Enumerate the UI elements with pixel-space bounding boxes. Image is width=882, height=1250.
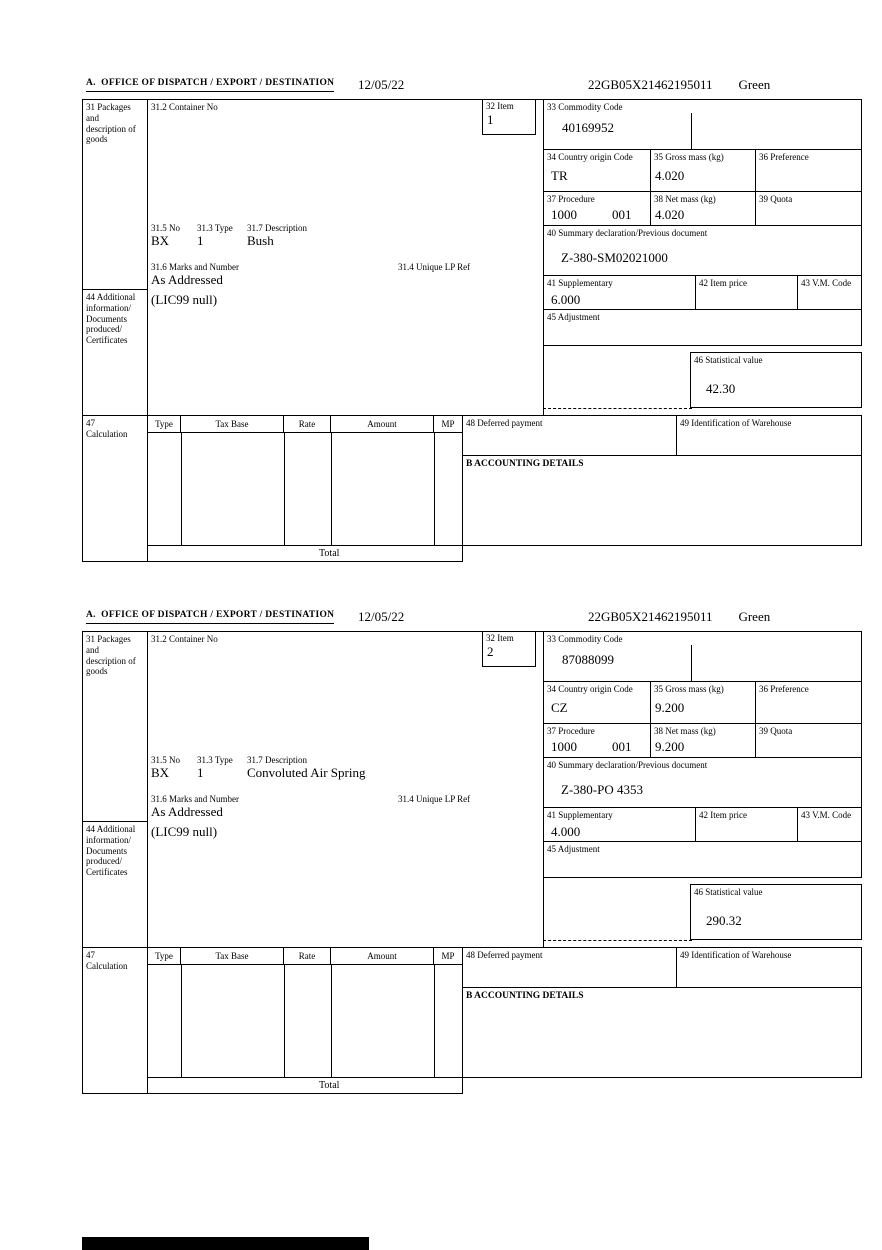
commodity-code-value: 40169952 xyxy=(562,120,614,135)
box-39-quota xyxy=(755,723,862,758)
box31-2-label: 31.2 Container No xyxy=(151,634,218,644)
box-44-additional-information xyxy=(82,289,148,416)
accounting-details-label: B ACCOUNTING DETAILS xyxy=(466,459,584,469)
item-block-1 xyxy=(82,99,863,562)
box45-label: 45 Adjustment xyxy=(547,844,600,854)
box45-label: 45 Adjustment xyxy=(547,312,600,322)
calculation-table-body xyxy=(147,964,463,1078)
box31-3-label: 31.3 Type xyxy=(197,755,233,765)
box31-7-label: 31.7 Description xyxy=(247,223,307,233)
box-37-procedure xyxy=(543,723,651,758)
table-divider xyxy=(434,433,435,545)
box31-5-label: 31.5 No xyxy=(151,223,180,233)
box32-label: 32 Item xyxy=(486,101,514,111)
marks-value: As Addressed xyxy=(151,804,223,819)
box43-label: 43 V.M. Code xyxy=(801,810,852,820)
box42-label: 42 Item price xyxy=(699,278,747,288)
package-no-value: BX xyxy=(151,233,170,248)
goods-description-area xyxy=(147,99,544,416)
box35-label: 35 Gross mass (kg) xyxy=(654,684,724,694)
office-of-dispatch-header: A. OFFICE OF DISPATCH / EXPORT / DESTINATION xyxy=(86,610,334,624)
table-divider xyxy=(181,433,182,545)
box33-label: 33 Commodity Code xyxy=(547,102,623,112)
goods-description-area xyxy=(147,631,544,948)
box31-6-label: 31.6 Marks and Number xyxy=(151,794,239,804)
box-42-item-price xyxy=(695,275,798,310)
box48-label: 48 Deferred payment xyxy=(466,950,543,960)
box-35-gross-mass xyxy=(650,149,756,192)
box48-label: 48 Deferred payment xyxy=(466,418,543,428)
box-46-statistical-value xyxy=(690,352,862,408)
col-header-tax-base: Tax Base xyxy=(180,947,284,965)
marks-value: As Addressed xyxy=(151,272,223,287)
accounting-details-label: B ACCOUNTING DETAILS xyxy=(466,991,584,1001)
box37-label: 37 Procedure xyxy=(547,194,595,204)
calculation-total-row xyxy=(147,1077,463,1094)
box-32-item xyxy=(482,631,536,667)
col-header-type: Type xyxy=(147,947,181,965)
supplementary-value: 6.000 xyxy=(551,292,581,307)
box-38-net-mass xyxy=(650,191,756,226)
declaration-date: 12/05/22 xyxy=(358,609,405,624)
box32-label: 32 Item xyxy=(486,633,514,643)
package-type-value: 1 xyxy=(197,233,204,248)
box38-label: 38 Net mass (kg) xyxy=(654,726,716,736)
box-31-packages xyxy=(82,631,148,822)
box31-2-label: 31.2 Container No xyxy=(151,102,218,112)
office-of-dispatch-header: A. OFFICE OF DISPATCH / EXPORT / DESTINATION xyxy=(86,78,334,92)
col-header-mp: MP xyxy=(433,947,463,965)
statistical-value-dashed-area xyxy=(543,877,692,941)
gross-mass-value: 4.020 xyxy=(655,168,685,183)
box31-label: 31 Packages and description of goods xyxy=(86,634,136,677)
calculation-total-row xyxy=(147,545,463,562)
box-36-preference xyxy=(755,149,862,192)
item-number-value: 1 xyxy=(487,112,494,127)
box-49-identification-warehouse xyxy=(676,947,862,988)
box42-label: 42 Item price xyxy=(699,810,747,820)
box-b-accounting-details xyxy=(462,455,862,546)
box-49-identification-warehouse xyxy=(676,415,862,456)
box49-label: 49 Identification of Warehouse xyxy=(680,950,792,960)
goods-description-value: Bush xyxy=(247,233,274,248)
declaration-reference xyxy=(588,609,770,625)
procedure-2-value: 001 xyxy=(612,739,632,754)
box49-label: 49 Identification of Warehouse xyxy=(680,418,792,428)
statistical-value-dashed-area xyxy=(543,345,692,409)
box31-3-label: 31.3 Type xyxy=(197,223,233,233)
box-33-commodity-code xyxy=(543,631,862,682)
declaration-reference xyxy=(588,77,770,93)
box41-label: 41 Supplementary xyxy=(547,278,613,288)
box-b-accounting-details xyxy=(462,987,862,1078)
box33-label: 33 Commodity Code xyxy=(547,634,623,644)
statistical-value: 290.32 xyxy=(706,913,742,928)
box-31-packages xyxy=(82,99,148,290)
procedure-value: 1000 xyxy=(551,739,577,754)
calculation-table-body xyxy=(147,432,463,546)
box-45-adjustment xyxy=(543,841,862,878)
table-divider xyxy=(331,965,332,1077)
box40-label: 40 Summary declaration/Previous document xyxy=(547,760,708,770)
table-divider xyxy=(434,965,435,1077)
box43-label: 43 V.M. Code xyxy=(801,278,852,288)
box35-label: 35 Gross mass (kg) xyxy=(654,152,724,162)
box31-label: 31 Packages and description of goods xyxy=(86,102,136,145)
box37-label: 37 Procedure xyxy=(547,726,595,736)
table-divider xyxy=(181,965,182,1077)
box-43-vm-code xyxy=(797,807,862,842)
box-34-country-origin xyxy=(543,681,651,724)
summary-declaration-value: Z-380-PO 4353 xyxy=(561,782,643,797)
country-origin-value: TR xyxy=(551,168,568,183)
box44-label: 44 Additional information/ Documents produced/ Certificates xyxy=(86,824,136,878)
total-label: Total xyxy=(319,548,340,559)
box-36-preference xyxy=(755,681,862,724)
commodity-code-divider xyxy=(691,645,692,682)
reference-number: 22GB05X21462195011 xyxy=(588,77,713,92)
box31-6-label: 31.6 Marks and Number xyxy=(151,262,239,272)
box-41-supplementary xyxy=(543,275,696,310)
box-41-supplementary xyxy=(543,807,696,842)
box31-5-label: 31.5 No xyxy=(151,755,180,765)
item-number-value: 2 xyxy=(487,644,494,659)
box-48-deferred-payment xyxy=(462,947,677,988)
col-header-type: Type xyxy=(147,415,181,433)
box-47-calculation xyxy=(82,947,148,1094)
package-no-value: BX xyxy=(151,765,170,780)
box-42-item-price xyxy=(695,807,798,842)
col-header-amount: Amount xyxy=(330,415,434,433)
box-44-additional-information xyxy=(82,821,148,948)
box41-label: 41 Supplementary xyxy=(547,810,613,820)
commodity-code-divider xyxy=(691,113,692,150)
supplementary-value: 4.000 xyxy=(551,824,581,839)
routing-status: Green xyxy=(738,77,771,92)
box-43-vm-code xyxy=(797,275,862,310)
box-48-deferred-payment xyxy=(462,415,677,456)
box-34-country-origin xyxy=(543,149,651,192)
routing-status: Green xyxy=(738,609,771,624)
box-40-summary-declaration xyxy=(543,757,862,808)
col-header-amount: Amount xyxy=(330,947,434,965)
box-40-summary-declaration xyxy=(543,225,862,276)
box47-label: 47 Calculation xyxy=(86,418,128,439)
box31-4-label: 31.4 Unique LP Ref xyxy=(398,794,471,804)
package-type-value: 1 xyxy=(197,765,204,780)
box-32-item xyxy=(482,99,536,135)
box-45-adjustment xyxy=(543,309,862,346)
box34-label: 34 Country origin Code xyxy=(547,684,633,694)
box-46-statistical-value xyxy=(690,884,862,940)
additional-info-value: (LIC99 null) xyxy=(151,824,218,839)
net-mass-value: 4.020 xyxy=(655,207,685,222)
box-38-net-mass xyxy=(650,723,756,758)
summary-declaration-value: Z-380-SM02021000 xyxy=(561,250,668,265)
table-divider xyxy=(331,433,332,545)
box-47-calculation xyxy=(82,415,148,562)
procedure-2-value: 001 xyxy=(612,207,632,222)
box-37-procedure xyxy=(543,191,651,226)
col-header-tax-base: Tax Base xyxy=(180,415,284,433)
box36-label: 36 Preference xyxy=(759,684,809,694)
box31-4-label: 31.4 Unique LP Ref xyxy=(398,262,471,272)
col-header-mp: MP xyxy=(433,415,463,433)
col-header-rate: Rate xyxy=(283,947,331,965)
box44-label: 44 Additional information/ Documents produced/ Certificates xyxy=(86,292,136,346)
item-block-2 xyxy=(82,631,863,1094)
procedure-value: 1000 xyxy=(551,207,577,222)
box36-label: 36 Preference xyxy=(759,152,809,162)
box46-label: 46 Statistical value xyxy=(694,887,763,897)
box38-label: 38 Net mass (kg) xyxy=(654,194,716,204)
box47-label: 47 Calculation xyxy=(86,950,128,971)
table-divider xyxy=(284,433,285,545)
box31-7-label: 31.7 Description xyxy=(247,755,307,765)
box39-label: 39 Quota xyxy=(759,726,793,736)
box34-label: 34 Country origin Code xyxy=(547,152,633,162)
goods-description-value: Convoluted Air Spring xyxy=(247,765,366,780)
net-mass-value: 9.200 xyxy=(655,739,685,754)
box-35-gross-mass xyxy=(650,681,756,724)
box39-label: 39 Quota xyxy=(759,194,793,204)
reference-number: 22GB05X21462195011 xyxy=(588,609,713,624)
statistical-value: 42.30 xyxy=(706,381,736,396)
scan-artifact-bar xyxy=(82,1237,369,1250)
country-origin-value: CZ xyxy=(551,700,568,715)
col-header-rate: Rate xyxy=(283,415,331,433)
gross-mass-value: 9.200 xyxy=(655,700,685,715)
box46-label: 46 Statistical value xyxy=(694,355,763,365)
box40-label: 40 Summary declaration/Previous document xyxy=(547,228,708,238)
total-label: Total xyxy=(319,1080,340,1091)
declaration-date: 12/05/22 xyxy=(358,77,405,92)
box-33-commodity-code xyxy=(543,99,862,150)
table-divider xyxy=(284,965,285,1077)
box-39-quota xyxy=(755,191,862,226)
commodity-code-value: 87088099 xyxy=(562,652,614,667)
additional-info-value: (LIC99 null) xyxy=(151,292,218,307)
